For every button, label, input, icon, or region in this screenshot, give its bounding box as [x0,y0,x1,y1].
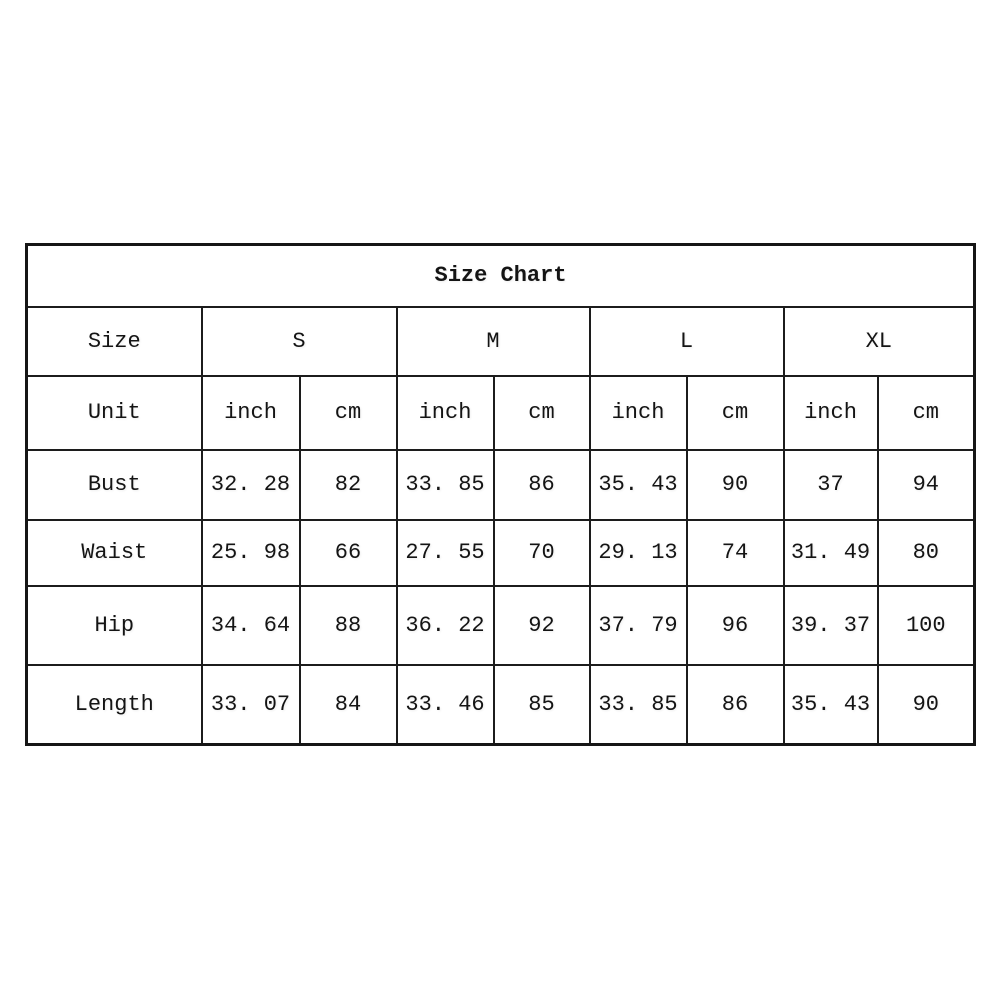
cell-bust-l-inch: 35. 43 [590,450,687,520]
size-header-label: Size [27,307,202,376]
cell-waist-l-inch: 29. 13 [590,520,687,586]
cell-waist-m-inch: 27. 55 [397,520,494,586]
row-label-waist: Waist [27,520,202,586]
table-row-bust [27,450,975,520]
cell-length-xl-cm: 90 [878,665,975,745]
cell-hip-l-cm: 96 [687,586,784,665]
cell-hip-l-inch: 37. 79 [590,586,687,665]
table-row-length [27,665,975,745]
row-label-bust: Bust [27,450,202,520]
unit-l-inch: inch [590,376,687,450]
cell-waist-s-inch: 25. 98 [202,520,300,586]
table-row-hip [27,586,975,665]
cell-length-s-cm: 84 [300,665,397,745]
unit-header-row [27,376,975,450]
cell-length-m-inch: 33. 46 [397,665,494,745]
cell-waist-xl-inch: 31. 49 [784,520,878,586]
unit-l-cm: cm [687,376,784,450]
size-col-s: S [202,307,397,376]
cell-hip-s-inch: 34. 64 [202,586,300,665]
unit-m-cm: cm [494,376,590,450]
row-label-hip: Hip [27,586,202,665]
cell-length-xl-inch: 35. 43 [784,665,878,745]
size-chart-table [25,243,976,746]
cell-length-s-inch: 33. 07 [202,665,300,745]
cell-bust-xl-inch: 37 [784,450,878,520]
size-col-l: L [590,307,784,376]
cell-hip-m-inch: 36. 22 [397,586,494,665]
cell-waist-s-cm: 66 [300,520,397,586]
cell-bust-s-inch: 32. 28 [202,450,300,520]
unit-header-label: Unit [27,376,202,450]
cell-hip-s-cm: 88 [300,586,397,665]
cell-bust-xl-cm: 94 [878,450,975,520]
size-col-m: M [397,307,590,376]
cell-length-m-cm: 85 [494,665,590,745]
cell-hip-xl-inch: 39. 37 [784,586,878,665]
cell-length-l-cm: 86 [687,665,784,745]
cell-bust-s-cm: 82 [300,450,397,520]
cell-waist-m-cm: 70 [494,520,590,586]
size-col-xl: XL [784,307,975,376]
cell-hip-xl-cm: 100 [878,586,975,665]
size-header-row [27,307,975,376]
cell-bust-m-inch: 33. 85 [397,450,494,520]
cell-waist-xl-cm: 80 [878,520,975,586]
cell-waist-l-cm: 74 [687,520,784,586]
unit-xl-cm: cm [878,376,975,450]
unit-s-inch: inch [202,376,300,450]
unit-xl-inch: inch [784,376,878,450]
cell-bust-m-cm: 86 [494,450,590,520]
table-title-row [27,245,975,307]
size-chart-title: Size Chart [27,245,975,307]
unit-s-cm: cm [300,376,397,450]
table-row-waist [27,520,975,586]
cell-bust-l-cm: 90 [687,450,784,520]
unit-m-inch: inch [397,376,494,450]
cell-length-l-inch: 33. 85 [590,665,687,745]
cell-hip-m-cm: 92 [494,586,590,665]
row-label-length: Length [27,665,202,745]
